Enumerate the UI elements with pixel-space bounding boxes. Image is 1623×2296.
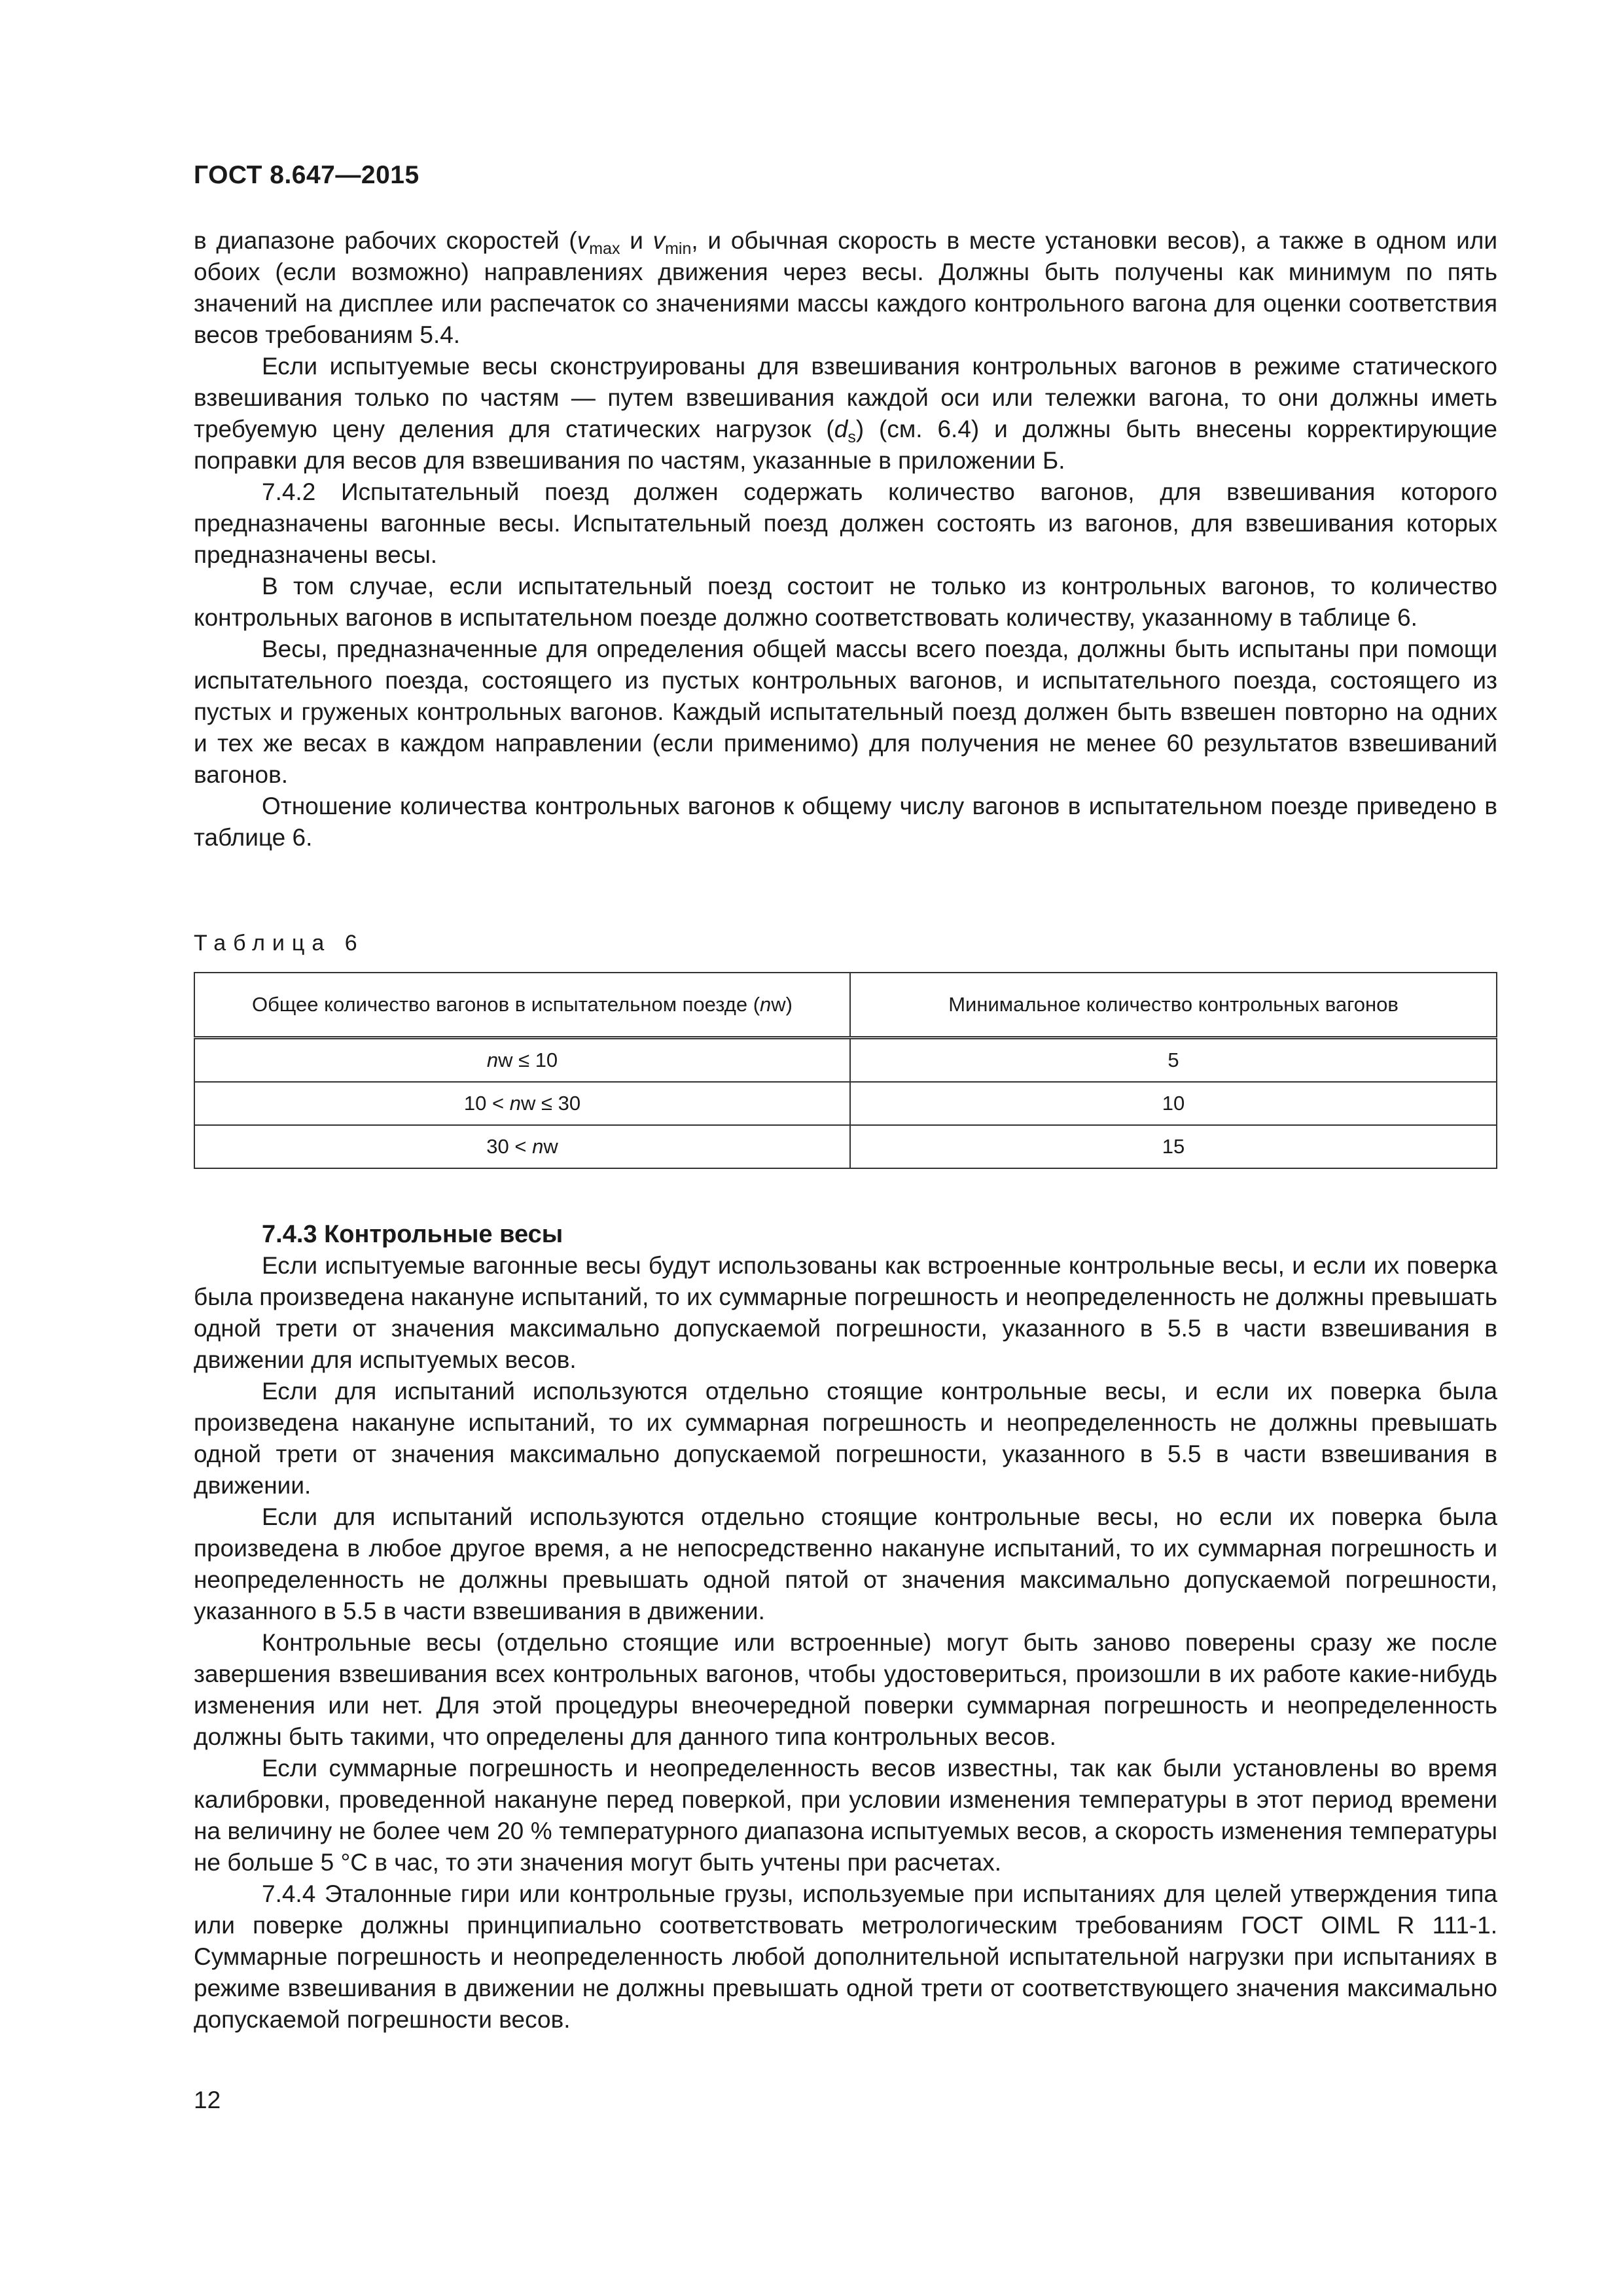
- paragraph: Контрольные весы (отдельно стоящие или встроенные) могут быть заново поверены сразу же после завершения взвешивания всех контрольных вагонов, чтобы удостовериться, произошли в их работе какие-нибудь изменения или нет. Для этой процедуры внеочередной поверки суммарная погрешность и неопределенность должны быть такими, что определены для данного типа контрольных весов.: [194, 1629, 1497, 1750]
- paragraph: Если суммарные погрешность и неопределенность весов известны, так как были установлены во время калибровки, проведенной накануне перед поверкой, при условии изменения температуры в этот период времени на величину не более чем 20 % температурного диапазона испытуемых весов, а скорость изменения температуры не больше 5 °С в час, то эти значения могут быть учтены при расчетах.: [194, 1755, 1497, 1876]
- paragraph: Если испытуемые весы сконструированы для взвешивания контрольных вагонов в режиме статического взвешивания только по частям — путем взвешивания каждой оси или тележки вагона, то они должны иметь требуемую цену деления для статических нагрузок $(d_s)$ (см. 6.4) и должны быть внесены корректирующие поправки для весов для взвешивания по частям, указанные в приложении Б.: [194, 353, 1497, 474]
- paragraph: Если для испытаний используются отдельно стоящие контрольные весы, и если их поверка была произведена накануне испытаний, то их суммарная погрешность и неопределенность не должны превышать одной трети от значения максимально допускаемой погрешности, указанного в 5.5 в части взвешивания в движении.: [194, 1378, 1497, 1499]
- body-text-lower: [194, 1219, 1497, 2036]
- paragraph: В том случае, если испытательный поезд состоит не только из контрольных вагонов, то количество контрольных вагонов в испытательном поезде должно соответствовать количеству, указанному в таблице 6.: [194, 573, 1497, 631]
- body-text-upper: [194, 225, 1497, 853]
- table-row: [194, 1038, 1497, 1083]
- paragraph: в диапазоне рабочих скоростей ($v_{max}$ и $v_{min}$, и обычная скорость в месте установки весов), а также в одном или обоих (если возможно) направлениях движения через весы. Должны быть получены как минимум по пять значений на дисплее или распечаток со значениями массы каждого контрольного вагона для оценки соответствия весов требованиям 5.4.: [194, 227, 1498, 348]
- table-row: [194, 1125, 1497, 1168]
- document-header: ГОСТ 8.647—2015: [194, 161, 419, 189]
- table-cell: 5: [850, 1038, 1497, 1083]
- table-cell: 30 < nw: [194, 1125, 850, 1168]
- paragraph: Отношение количества контрольных вагонов к общему числу вагонов в испытательном поезде приведено в таблице 6.: [194, 793, 1497, 851]
- table-header-row: [194, 973, 1497, 1038]
- table-cell: 15: [850, 1125, 1497, 1168]
- section-heading: 7.4.3 Контрольные весы: [262, 1221, 563, 1248]
- table-header-cell: Общее количество вагонов в испытательном поезде (nw): [194, 973, 850, 1038]
- table-cell: 10: [850, 1082, 1497, 1125]
- page-number: 12: [194, 2087, 221, 2113]
- table-cell: 10 < nw ≤ 30: [194, 1082, 850, 1125]
- table-row: [194, 1082, 1497, 1125]
- table-6: [194, 972, 1497, 1169]
- paragraph: 7.4.4 Эталонные гири или контрольные грузы, используемые при испытаниях для целей утверждения типа или поверке должны принципиально соответствовать метрологическим требованиям ГОСТ OIML R 111-1. Суммарные погрешность и неопределенность любой дополнительной испытательной нагрузки при испытаниях в режиме взвешивания в движении не должны превышать одной трети от соответствующего значения максимально допускаемой погрешности весов.: [194, 1880, 1497, 2033]
- paragraph: Если для испытаний используются отдельно стоящие контрольные весы, но если их поверка была произведена в любое другое время, а не непосредственно накануне испытаний, то их суммарная погрешность и неопределенность не должны превышать одной пятой от значения максимально допускаемой погрешности, указанного в 5.5 в части взвешивания в движении.: [194, 1503, 1497, 1624]
- table-caption: Таблица 6: [194, 931, 365, 956]
- table-header-cell: Минимальное количество контрольных вагонов: [850, 973, 1497, 1038]
- paragraph: 7.4.2 Испытательный поезд должен содержать количество вагонов, для взвешивания которого предназначены вагонные весы. Испытательный поезд должен состоять из вагонов, для взвешивания которых предназначены весы.: [194, 478, 1497, 568]
- paragraph: Весы, предназначенные для определения общей массы всего поезда, должны быть испытаны при помощи испытательного поезда, состоящего из пустых контрольных вагонов, и испытательного поезда, состоящего из пустых и груженых контрольных вагонов. Каждый испытательный поезд должен быть взвешен повторно на одних и тех же весах в каждом направлении (если применимо) для получения не менее 60 результатов взвешиваний вагонов.: [194, 636, 1497, 788]
- table-cell: nw ≤ 10: [194, 1038, 850, 1083]
- paragraph: Если испытуемые вагонные весы будут использованы как встроенные контрольные весы, и если их поверка была произведена накануне испытаний, то их суммарные погрешность и неопределенность не должны превышать одной трети от значения максимально допускаемой погрешности, указанного в 5.5 в части взвешивания в движении для испытуемых весов.: [194, 1252, 1497, 1373]
